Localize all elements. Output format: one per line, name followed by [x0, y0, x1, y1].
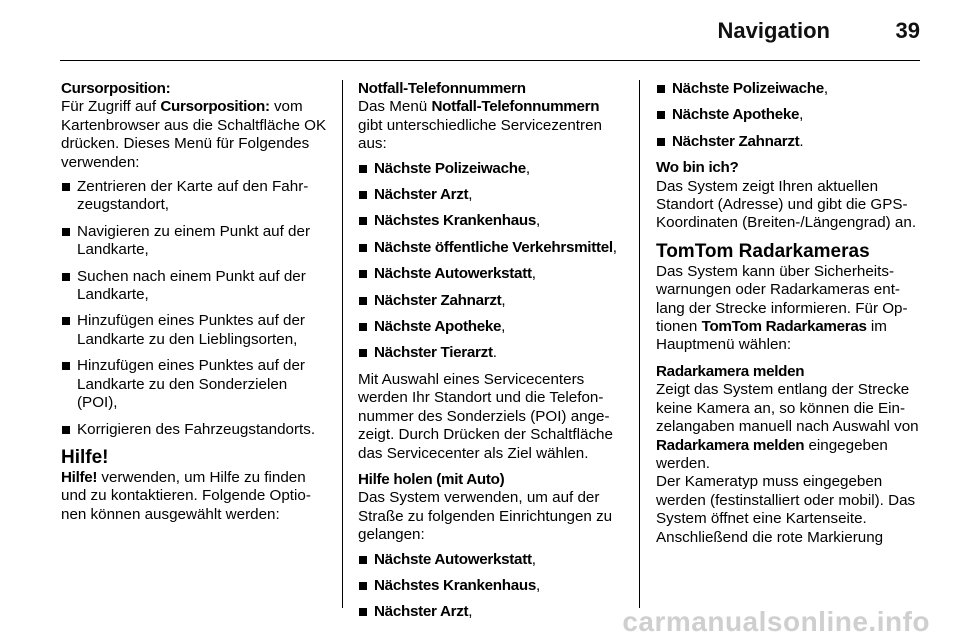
list-item: Nächste Autowerkstatt,: [358, 551, 624, 569]
list-item: Hinzufügen eines Punktes auf der Landkarte zu den Sonderzielen (POI),: [61, 357, 327, 412]
report-camera-label: Radarkamera melden: [656, 362, 805, 380]
list-item: Suchen nach einem Punkt auf der Landkarte,: [61, 268, 327, 305]
help-section: [61, 447, 327, 524]
list-item: Nächster Arzt,: [358, 186, 624, 204]
list-item: Nächste öffentliche Verkehrsmittel,: [358, 239, 624, 257]
where-am-i-label: Wo bin ich?: [656, 159, 739, 177]
help-text: Hilfe! verwenden, um Hilfe zu finden und zu kontaktieren. Folgende Optionen können ausgewählt werden:: [61, 468, 311, 523]
help-auto-section: [358, 471, 624, 622]
where-am-i-section: [656, 159, 922, 233]
list-item: Nächstes Krankenhaus,: [358, 212, 624, 230]
radar-text: Das System kann über Sicherheitswarnungen oder Radarkameras entlang der Strecke informieren. Für Optionen TomTom Radarkameras im Hauptmenü wählen:: [656, 262, 908, 354]
cursor-options-list: [61, 178, 327, 439]
list-item: Hinzufügen eines Punktes auf der Landkarte zu den Lieblingsorten,: [61, 312, 327, 349]
page-header-title: Navigation: [717, 18, 830, 43]
report-camera-section: [656, 363, 922, 547]
emergency-section: [358, 80, 624, 463]
list-item: Nächstes Krankenhaus,: [358, 577, 624, 595]
column-divider-1: [342, 80, 343, 608]
list-item: Nächster Zahnarzt.: [656, 133, 922, 151]
list-item: Nächste Apotheke,: [358, 318, 624, 336]
help-heading: Hilfe!: [61, 446, 109, 468]
radar-section: [656, 241, 922, 355]
emergency-label: Notfall-Telefonnummern: [358, 80, 526, 97]
column-divider-2: [639, 80, 640, 608]
page-number: 39: [895, 18, 920, 43]
list-item: Nächster Arzt,: [358, 603, 624, 621]
list-item: Nächste Polizeiwache,: [358, 160, 624, 178]
column-3: [656, 80, 922, 555]
cursor-position-label: Cursorposition:: [61, 80, 171, 97]
list-item: Nächster Tierarzt.: [358, 344, 624, 362]
emergency-options-list: [358, 160, 624, 363]
cursor-position-section: [61, 80, 327, 439]
list-item: Nächste Autowerkstatt,: [358, 265, 624, 283]
list-item: Nächste Polizeiwache,: [656, 80, 922, 98]
list-item: Nächster Zahnarzt,: [358, 292, 624, 310]
list-item: Korrigieren des Fahrzeugstandorts.: [61, 421, 327, 439]
column-1: [61, 80, 327, 532]
radar-heading: TomTom Radarkameras: [656, 240, 870, 262]
watermark: carmanualsonline.info: [622, 606, 930, 637]
cursor-position-text: Für Zugriff auf Cursorposition: vom Kartenbrowser aus die Schaltfläche OK drücken. Dieses Menü für Folgendes verwenden:: [61, 98, 327, 171]
help-auto-label: Hilfe holen (mit Auto): [358, 470, 505, 488]
list-item: Navigieren zu einem Punkt auf der Landkarte,: [61, 223, 327, 260]
list-item: Nächste Apotheke,: [656, 106, 922, 124]
column-2: [358, 80, 624, 630]
emergency-text: Das Menü Notfall-Telefonnummern gibt unterschiedliche Servicezentren aus:: [358, 98, 602, 153]
header-rule: [60, 60, 920, 61]
camera-type-text: Der Kameratyp muss eingegeben werden (festinstalliert oder mobil). Das System öffnet eine Kartenseite. Anschließend die rote Markierung: [656, 473, 916, 546]
where-am-i-text: Das System zeigt Ihren aktuellen Standort (Adresse) und gibt die GPS-Koordinaten (Breiten-/Längengrad) an.: [656, 177, 917, 232]
help-auto-text: Das System verwenden, um auf der Straße zu folgenden Einrichtungen zu gelangen:: [358, 489, 613, 544]
service-center-text: Mit Auswahl eines Servicecenters werden Ihr Standort und die Telefonnummer des Sonderziels (POI) angezeigt. Durch Drücken der Schaltfläche das Servicecenter als Ziel wählen.: [358, 370, 613, 462]
list-item: Zentrieren der Karte auf den Fahrzeugstandort,: [61, 178, 327, 215]
report-camera-text: Zeigt das System entlang der Strecke keine Kamera an, so können die Einzelangaben manuell nach Auswahl von Radarkamera melden eingegeben werden.: [656, 381, 919, 472]
help-auto-options-list: [358, 551, 624, 622]
continued-options-list: [656, 80, 922, 151]
